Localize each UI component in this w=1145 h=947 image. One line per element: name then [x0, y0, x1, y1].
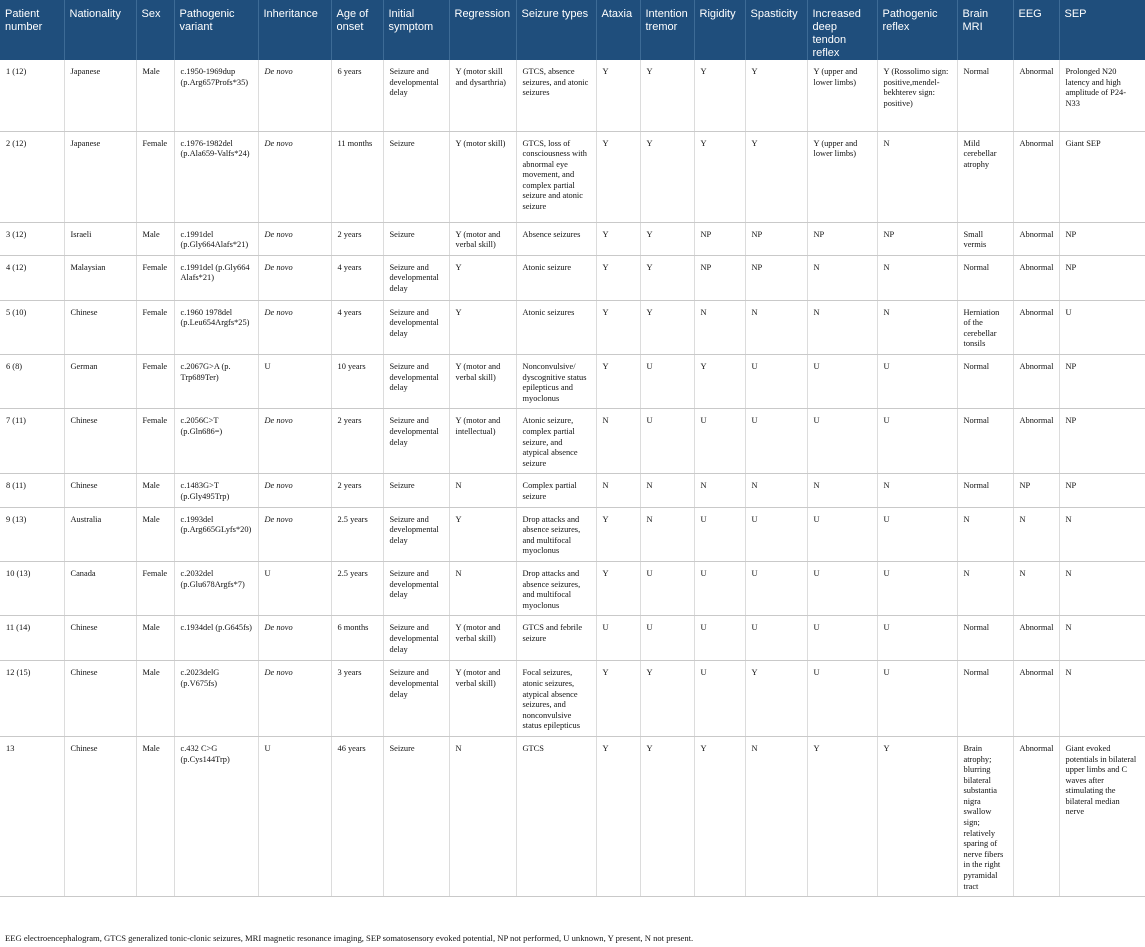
table-cell: Y [745, 661, 807, 737]
table-cell: 9 (13) [0, 507, 64, 561]
table-cell: N [745, 300, 807, 354]
table-cell: Y (motor skill and dysarthria) [449, 60, 516, 131]
table-cell: N [1059, 561, 1145, 615]
table-cell: GTCS [516, 736, 596, 896]
table-cell: 6 years [331, 60, 383, 131]
table-cell: c.1960 1978del (p.Leu654Argfs*25) [174, 300, 258, 354]
table-cell: 4 years [331, 255, 383, 300]
table-cell: Seizure [383, 736, 449, 896]
table-cell: U [640, 616, 694, 661]
table-cell: NP [1013, 474, 1059, 507]
table-footnote: EEG electroencephalogram, GTCS generalized tonic-clonic seizures, MRI magnetic resonance imaging, SEP somatosensory evoked potential, NP not performed, U unknown, Y present, N not present. [5, 933, 694, 943]
column-header: Increased deep tendon reflex [807, 0, 877, 60]
table-cell: Seizure [383, 474, 449, 507]
table-cell: NP [1059, 409, 1145, 474]
table-row [0, 409, 1145, 474]
table-cell: N [640, 474, 694, 507]
table-row [0, 661, 1145, 737]
table-cell: De novo [258, 616, 331, 661]
table-cell: Y [596, 222, 640, 255]
table-cell: Normal [957, 616, 1013, 661]
table-cell: 46 years [331, 736, 383, 896]
table-cell: De novo [258, 255, 331, 300]
table-cell: N [1013, 561, 1059, 615]
table-cell: De novo [258, 60, 331, 131]
table-cell: 10 years [331, 355, 383, 409]
table-cell: Female [136, 561, 174, 615]
table-cell: De novo [258, 131, 331, 222]
table-cell: 13 [0, 736, 64, 896]
table-cell: De novo [258, 409, 331, 474]
table-row [0, 255, 1145, 300]
column-header: Seizure types [516, 0, 596, 60]
table-cell: Y [596, 131, 640, 222]
table-cell: Y [877, 736, 957, 896]
table-cell: c.1950-1969dup (p.Arg657Profs*35) [174, 60, 258, 131]
table-cell: Y [596, 661, 640, 737]
table-cell: German [64, 355, 136, 409]
table-cell: Brain atrophy; blurring bilateral substantia nigra swallow sign; relatively sparing of nerve fibers in the right pyramidal tract [957, 736, 1013, 896]
table-cell: Y [807, 736, 877, 896]
table-cell: Male [136, 661, 174, 737]
column-header: Spasticity [745, 0, 807, 60]
table-cell: 2 years [331, 474, 383, 507]
table-cell: N [1059, 616, 1145, 661]
table-cell: NP [1059, 222, 1145, 255]
table-cell: Normal [957, 255, 1013, 300]
table-cell: U [745, 507, 807, 561]
table-cell: U [807, 616, 877, 661]
table-cell: U [258, 736, 331, 896]
table-cell: NP [877, 222, 957, 255]
table-cell: NP [1059, 355, 1145, 409]
table-cell: Seizure and developmental delay [383, 60, 449, 131]
table-cell: Y [449, 255, 516, 300]
table-cell: 11 months [331, 131, 383, 222]
table-cell: U [258, 355, 331, 409]
table-cell: U [258, 561, 331, 615]
table-cell: N [596, 474, 640, 507]
table-row [0, 474, 1145, 507]
table-cell: U [807, 355, 877, 409]
table-cell: Y [694, 60, 745, 131]
table-cell: Atonic seizure [516, 255, 596, 300]
table-cell: GTCS and febrile seizure [516, 616, 596, 661]
table-cell: U [745, 561, 807, 615]
table-cell: Y [640, 222, 694, 255]
table-cell: Y [596, 507, 640, 561]
column-header: Intention tremor [640, 0, 694, 60]
table-cell: De novo [258, 300, 331, 354]
table-body [0, 60, 1145, 897]
table-cell: Seizure and developmental delay [383, 661, 449, 737]
table-cell: Absence seizures [516, 222, 596, 255]
table-cell: Y [596, 736, 640, 896]
table-cell: U [745, 616, 807, 661]
table-cell: Normal [957, 661, 1013, 737]
column-header: SEP [1059, 0, 1145, 60]
table-cell: Abnormal [1013, 409, 1059, 474]
table-cell: U [694, 616, 745, 661]
table-cell: Giant evoked potentials in bilateral upper limbs and C waves after stimulating the bilateral median nerve [1059, 736, 1145, 896]
table-cell: U [640, 355, 694, 409]
table-cell: Chinese [64, 300, 136, 354]
table-cell: Y (upper and lower limbs) [807, 131, 877, 222]
table-cell: Y (motor and verbal skill) [449, 222, 516, 255]
table-cell: Male [136, 474, 174, 507]
table-cell: Chinese [64, 661, 136, 737]
table-cell: Female [136, 255, 174, 300]
table-cell: Male [136, 616, 174, 661]
table-cell: c.1991del (p.Gly664Alafs*21) [174, 222, 258, 255]
table-cell: N [1059, 507, 1145, 561]
table-cell: 12 (15) [0, 661, 64, 737]
table-cell: Seizure and developmental delay [383, 409, 449, 474]
table-cell: Drop attacks and absence seizures, and multifocal myoclonus [516, 507, 596, 561]
table-cell: N [745, 736, 807, 896]
table-row [0, 736, 1145, 896]
table-row [0, 616, 1145, 661]
table-cell: Abnormal [1013, 131, 1059, 222]
table-cell: Seizure and developmental delay [383, 561, 449, 615]
column-header: Pathogenic reflex [877, 0, 957, 60]
table-row [0, 60, 1145, 131]
table-cell: U [694, 507, 745, 561]
table-cell: Y [596, 255, 640, 300]
table-cell: Y (motor and intellectual) [449, 409, 516, 474]
table-cell: N [807, 255, 877, 300]
table-cell: 3 years [331, 661, 383, 737]
table-cell: Prolonged N20 latency and high amplitude of P24-N33 [1059, 60, 1145, 131]
table-row [0, 507, 1145, 561]
column-header: EEG [1013, 0, 1059, 60]
table-cell: U [877, 409, 957, 474]
table-cell: 1 (12) [0, 60, 64, 131]
table-cell: Y (motor and verbal skill) [449, 616, 516, 661]
table-cell: Seizure [383, 222, 449, 255]
column-header: Age of onset [331, 0, 383, 60]
table-cell: De novo [258, 507, 331, 561]
table-cell: Abnormal [1013, 60, 1059, 131]
table-cell: Abnormal [1013, 661, 1059, 737]
column-header: Initial symptom [383, 0, 449, 60]
table-cell: U [877, 561, 957, 615]
table-cell: Seizure and developmental delay [383, 300, 449, 354]
table-cell: Y [640, 736, 694, 896]
table-cell: Abnormal [1013, 736, 1059, 896]
table-cell: c.1991del (p.Gly664 Alafs*21) [174, 255, 258, 300]
table-cell: U [807, 507, 877, 561]
table-cell: Normal [957, 355, 1013, 409]
table-cell: c.2056C>T (p.Gln686=) [174, 409, 258, 474]
table-cell: NP [745, 222, 807, 255]
table-cell: U [640, 561, 694, 615]
table-cell: Female [136, 355, 174, 409]
table-cell: N [807, 300, 877, 354]
table-cell: Drop attacks and absence seizures, and multifocal myoclonus [516, 561, 596, 615]
table-cell: Male [136, 60, 174, 131]
table-cell: N [877, 131, 957, 222]
table-cell: Seizure and developmental delay [383, 355, 449, 409]
table-cell: Y [694, 736, 745, 896]
table-cell: U [694, 561, 745, 615]
table-cell: U [877, 616, 957, 661]
table-cell: Y (motor and verbal skill) [449, 661, 516, 737]
table-cell: N [640, 507, 694, 561]
table-cell: Malaysian [64, 255, 136, 300]
column-header: Regression [449, 0, 516, 60]
table-cell: Y (motor and verbal skill) [449, 355, 516, 409]
table-cell: U [745, 409, 807, 474]
table-cell: c.432 C>G (p.Cys144Trp) [174, 736, 258, 896]
table-cell: Abnormal [1013, 255, 1059, 300]
table-cell: De novo [258, 474, 331, 507]
table-cell: Small vermis [957, 222, 1013, 255]
table-cell: NP [745, 255, 807, 300]
table-cell: 5 (10) [0, 300, 64, 354]
table-cell: Normal [957, 409, 1013, 474]
table-cell: U [877, 507, 957, 561]
table-cell: N [877, 474, 957, 507]
table-cell: Y [596, 561, 640, 615]
table-cell: U [877, 661, 957, 737]
table-cell: c.2023delG (p.V675fs) [174, 661, 258, 737]
column-header: Nationality [64, 0, 136, 60]
table-cell: Seizure and developmental delay [383, 507, 449, 561]
table-cell: N [745, 474, 807, 507]
table-cell: Y [596, 60, 640, 131]
table-cell: U [807, 561, 877, 615]
table-cell: Female [136, 131, 174, 222]
table-cell: Japanese [64, 60, 136, 131]
table-cell: Y [596, 300, 640, 354]
table-cell: Japanese [64, 131, 136, 222]
table-cell: N [694, 300, 745, 354]
table-cell: 4 (12) [0, 255, 64, 300]
table-cell: Male [136, 222, 174, 255]
table-cell: NP [1059, 474, 1145, 507]
table-cell: GTCS, loss of consciousness with abnormal eye movement, and complex partial seizure and atonic seizure [516, 131, 596, 222]
table-cell: U [694, 409, 745, 474]
table-cell: U [694, 661, 745, 737]
table-cell: c.2032del (p.Glu678Argfs*7) [174, 561, 258, 615]
table-cell: Y [640, 255, 694, 300]
column-header: Inheritance [258, 0, 331, 60]
table-cell: Y (Rossolimo sign: positive,mendel-bekhterev sign: positive) [877, 60, 957, 131]
table-cell: N [596, 409, 640, 474]
table-cell: Female [136, 300, 174, 354]
table-cell: 7 (11) [0, 409, 64, 474]
table-cell: Seizure and developmental delay [383, 616, 449, 661]
table-cell: Y [596, 355, 640, 409]
table-cell: N [449, 474, 516, 507]
table-cell: N [1013, 507, 1059, 561]
column-header: Patient number [0, 0, 64, 60]
table-cell: 2 years [331, 222, 383, 255]
table-cell: Y [640, 131, 694, 222]
table-cell: Female [136, 409, 174, 474]
table-cell: Herniation of the cerebellar tonsils [957, 300, 1013, 354]
table-row [0, 222, 1145, 255]
table-row [0, 355, 1145, 409]
table-cell: 2.5 years [331, 507, 383, 561]
table-cell: Y [449, 300, 516, 354]
table-cell: c.1934del (p.G645fs) [174, 616, 258, 661]
table-cell: Abnormal [1013, 300, 1059, 354]
table-cell: U [807, 409, 877, 474]
table-header-row [0, 0, 1145, 60]
table-cell: Y (upper and lower limbs) [807, 60, 877, 131]
table-cell: Atonic seizure, complex partial seizure, and atypical absence seizure [516, 409, 596, 474]
table-cell: Y [745, 60, 807, 131]
table-cell: Abnormal [1013, 616, 1059, 661]
table-cell: Y [694, 131, 745, 222]
table-cell: NP [694, 222, 745, 255]
table-cell: N [449, 736, 516, 896]
table-cell: c.1976-1982del (p.Ala659-Valfs*24) [174, 131, 258, 222]
table-cell: Y [640, 300, 694, 354]
table-cell: NP [1059, 255, 1145, 300]
table-cell: N [1059, 661, 1145, 737]
table-cell: 11 (14) [0, 616, 64, 661]
table-cell: NP [694, 255, 745, 300]
table-cell: Male [136, 507, 174, 561]
table-cell: 4 years [331, 300, 383, 354]
table-cell: Y [449, 507, 516, 561]
table-cell: Mild cerebellar atrophy [957, 131, 1013, 222]
table-cell: U [596, 616, 640, 661]
table-cell: U [807, 661, 877, 737]
table-cell: 6 months [331, 616, 383, 661]
table-row [0, 300, 1145, 354]
table-cell: U [1059, 300, 1145, 354]
table-cell: De novo [258, 661, 331, 737]
table-cell: De novo [258, 222, 331, 255]
column-header: Rigidity [694, 0, 745, 60]
table-cell: Canada [64, 561, 136, 615]
table-cell: GTCS, absence seizures, and atonic seizures [516, 60, 596, 131]
table-cell: U [877, 355, 957, 409]
table-cell: Normal [957, 60, 1013, 131]
table-cell: N [957, 507, 1013, 561]
column-header: Sex [136, 0, 174, 60]
table-cell: Focal seizures, atonic seizures, atypical absence seizures, and nonconvulsive status epilepticus [516, 661, 596, 737]
table-cell: Y [640, 60, 694, 131]
table-cell: Giant SEP [1059, 131, 1145, 222]
table-row [0, 131, 1145, 222]
table-cell: Seizure [383, 131, 449, 222]
table-cell: N [957, 561, 1013, 615]
table-cell: 3 (12) [0, 222, 64, 255]
table-cell: Chinese [64, 736, 136, 896]
table-cell: Complex partial seizure [516, 474, 596, 507]
table-cell: 2 years [331, 409, 383, 474]
table-cell: N [449, 561, 516, 615]
table-row [0, 561, 1145, 615]
column-header: Pathogenic variant [174, 0, 258, 60]
table-cell: N [877, 255, 957, 300]
table-cell: 6 (8) [0, 355, 64, 409]
table-cell: U [745, 355, 807, 409]
table-cell: c.1483G>T (p.Gly495Trp) [174, 474, 258, 507]
table-cell: N [807, 474, 877, 507]
table-cell: Y (motor skill) [449, 131, 516, 222]
table-cell: Seizure and developmental delay [383, 255, 449, 300]
table-cell: 8 (11) [0, 474, 64, 507]
table-cell: Chinese [64, 409, 136, 474]
table-cell: Chinese [64, 474, 136, 507]
table-cell: Normal [957, 474, 1013, 507]
table-cell: c.2067G>A (p. Trp689Ter) [174, 355, 258, 409]
table-cell: 2.5 years [331, 561, 383, 615]
table-cell: Y [694, 355, 745, 409]
table-cell: Y [640, 661, 694, 737]
column-header: Brain MRI [957, 0, 1013, 60]
table-cell: Australia [64, 507, 136, 561]
table-cell: Abnormal [1013, 222, 1059, 255]
table-cell: N [877, 300, 957, 354]
table-cell: Atonic seizures [516, 300, 596, 354]
table-cell: NP [807, 222, 877, 255]
column-header: Ataxia [596, 0, 640, 60]
table-cell: Nonconvulsive/ dyscognitive status epilepticus and myoclonus [516, 355, 596, 409]
table-cell: N [694, 474, 745, 507]
table-cell: 2 (12) [0, 131, 64, 222]
table-cell: Male [136, 736, 174, 896]
table-cell: c.1993del (p.Arg665GLyfs*20) [174, 507, 258, 561]
table-cell: Abnormal [1013, 355, 1059, 409]
table-cell: Y [745, 131, 807, 222]
table-cell: 10 (13) [0, 561, 64, 615]
table-cell: Israeli [64, 222, 136, 255]
table-cell: Chinese [64, 616, 136, 661]
table-cell: U [640, 409, 694, 474]
